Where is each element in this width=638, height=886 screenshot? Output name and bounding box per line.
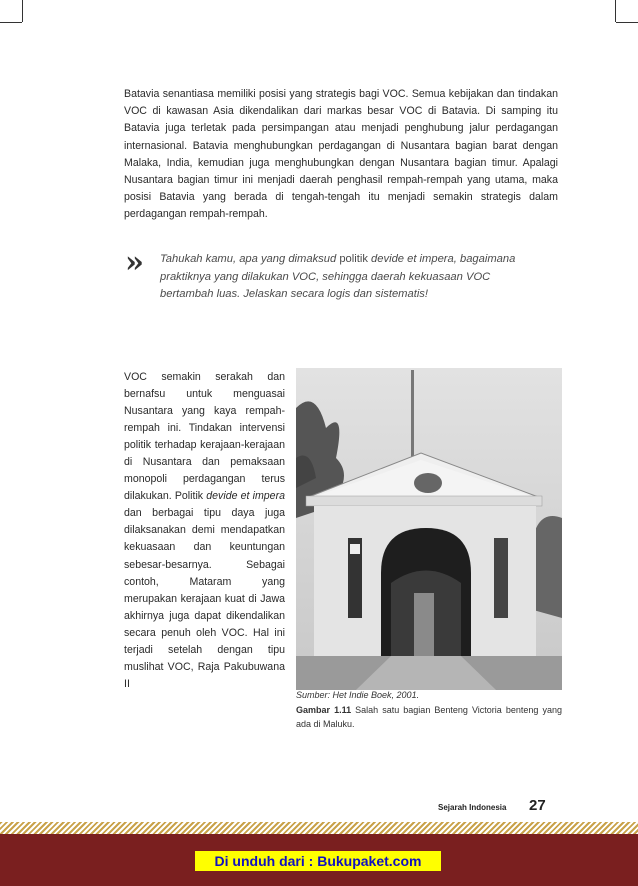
book-title: Sejarah Indonesia xyxy=(438,803,507,812)
question-text-continued: devide et impera, bagaimana praktiknya yang dilakukan VOC, sehingga daerah kekuasaan VOC bertambah luas. Jelaskan secara logis dan sistematis! xyxy=(160,253,516,300)
crop-mark xyxy=(0,22,22,23)
body-column-text xyxy=(124,369,285,693)
decorative-border xyxy=(0,822,638,834)
figure-caption-text: Salah satu bagian Benteng Victoria benteng yang ada di Maluku. xyxy=(296,705,562,729)
page-number: 27 xyxy=(529,797,546,814)
fort-victoria-photo xyxy=(296,368,562,690)
double-chevron-icon: ›› xyxy=(125,245,139,280)
figure-source: Sumber: Het Indie Boek, 2001. xyxy=(296,690,420,700)
crop-mark xyxy=(22,0,23,22)
question-term: politik xyxy=(339,253,368,265)
body-paragraph: Batavia senantiasa memiliki posisi yang strategis bagi VOC. Semua kebijakan dan tindakan VOC di kawasan Asia dikendalikan dari markas besar VOC di Batavia. Di samping itu Batavia juga terletak pada persimpangan atau menjadi penghubung jalur perdagangan internasional. Batavia menghubungkan perdagangan di Nusantara bagian barat dengan Malaka, India, kemudian juga menghubungkan dengan Nusantara bagian timur. Apalagi Nusantara bagian timur ini menjadi daerah penghasil rempah-rempah yang utama, maka posisi Batavia yang berada di tengah-tengah itu menjadi semakin strategis dalam perdagangan rempah-rempah. xyxy=(124,88,558,221)
question-text: Tahukah kamu, apa yang dimaksud xyxy=(160,253,340,265)
question-box xyxy=(160,251,540,304)
figure-caption xyxy=(296,703,562,731)
crop-mark xyxy=(616,22,638,23)
download-link[interactable]: Di unduh dari : Bukupaket.com xyxy=(195,851,441,871)
figure-label: Gambar 1.11 xyxy=(296,705,352,715)
column-italic-term: devide et impera xyxy=(206,490,285,503)
column-text-part: VOC semakin serakah dan bernafsu untuk menguasai Nusantara yang kaya rempah-rempah ini. Tindakan intervensi politik terhadap kerajaan-kerajaan di Nusantara dan pemaksaan monopoli perdagangan terus dilakukan. Politik xyxy=(124,371,285,503)
column-text-part: dan berbagai tipu daya juga dilaksanakan demi mendapatkan kekuasaan dan keuntungan sebesar-besarnya. Sebagai contoh, Mataram yang merupakan kerajaan kuat di Jawa akhirnya juga dapat dikendalikan secara penuh oleh VOC. Hal ini terjadi setelah dengan tipu muslihat VOC, Raja Pakubuwana II xyxy=(124,507,285,690)
crop-mark xyxy=(615,0,616,22)
